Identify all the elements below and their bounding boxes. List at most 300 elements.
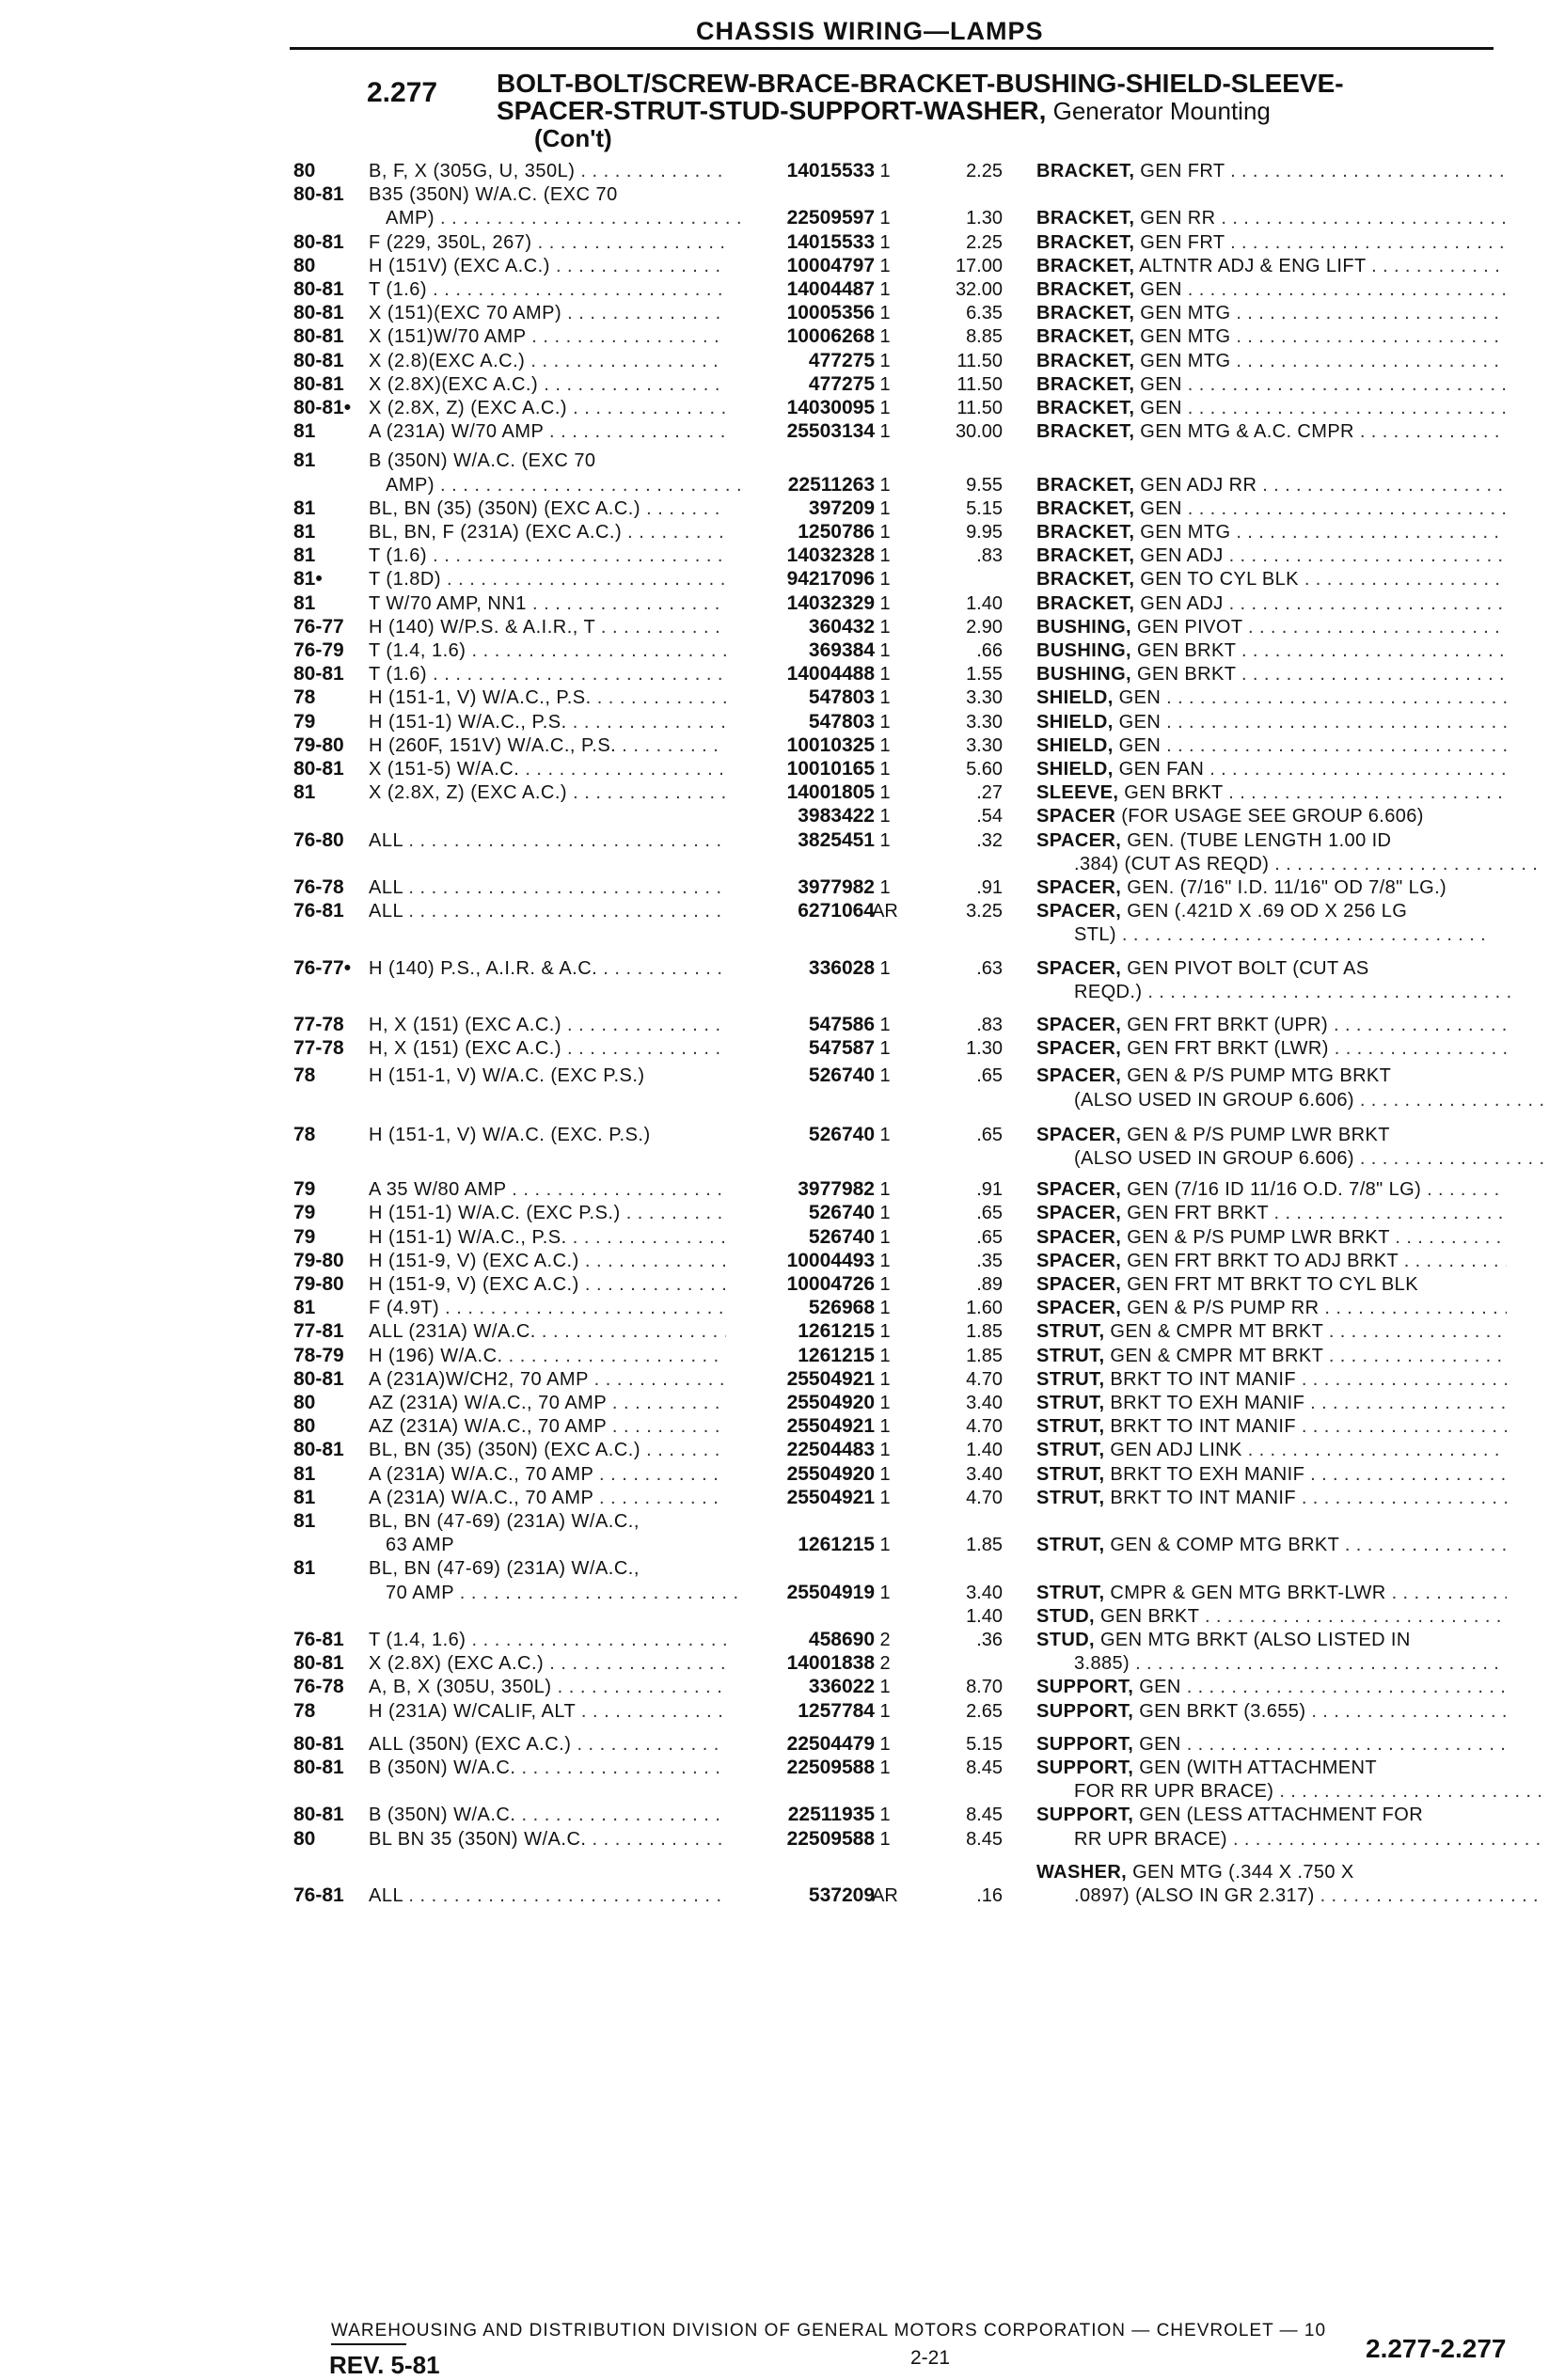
row-quantity: 1 <box>879 592 891 614</box>
row-part-number: 336028 <box>808 956 875 979</box>
row-price: .63 <box>976 957 1003 979</box>
row-item-name: BRACKET, <box>1036 474 1135 496</box>
row-item-name: SPACER, <box>1036 901 1122 922</box>
row-year: 80-81 <box>293 1732 344 1755</box>
row-item-name: STRUT, <box>1036 1582 1105 1603</box>
row-item-name: SHIELD, <box>1036 759 1114 780</box>
row-quantity: 1 <box>879 1582 891 1603</box>
row-item <box>1036 1439 1507 1461</box>
table-row <box>0 981 1565 1006</box>
row-price: .65 <box>976 1124 1003 1145</box>
row-item <box>1074 1652 1544 1675</box>
row-item-detail: GEN BRKT (3.655) <box>1133 1700 1306 1722</box>
row-part-number: 526740 <box>808 1225 875 1248</box>
row-description: H, X (151) (EXC A.C.) . . . <box>369 1037 726 1060</box>
row-item <box>1036 663 1507 686</box>
row-description: ALL (350N) (EXC A.C.) . . . <box>369 1733 726 1756</box>
row-item-name: SUPPORT, <box>1036 1733 1134 1755</box>
row-description: ALL . . . <box>369 1884 726 1907</box>
row-part-number: 547803 <box>808 710 875 733</box>
table-row <box>0 1368 1565 1394</box>
row-part-number: 458690 <box>808 1629 875 1650</box>
row-item <box>1036 1700 1507 1723</box>
table-row <box>0 207 1565 232</box>
row-price: 3.30 <box>966 734 1003 756</box>
row-item-detail: (ALSO USED IN GROUP 6.606) <box>1074 1089 1354 1111</box>
row-item-name: STUD, <box>1036 1630 1095 1650</box>
row-item-name: SPACER, <box>1036 1298 1122 1319</box>
table-row <box>0 1297 1565 1322</box>
row-description: T (1.6) . . . <box>369 544 726 567</box>
row-item <box>1036 876 1507 899</box>
row-part-number: 14015533 <box>786 230 875 253</box>
row-part-number: 526968 <box>808 1297 875 1319</box>
row-year: 80-81 <box>293 1757 344 1778</box>
row-description: H (140) P.S., A.I.R. & A.C. . . . <box>369 957 726 980</box>
row-quantity: 1 <box>879 1203 891 1224</box>
row-item-name: STUD, <box>1036 1605 1095 1627</box>
row-item-detail: GEN MTG (.344 X .750 X <box>1127 1861 1354 1883</box>
row-item <box>1036 639 1507 662</box>
row-part-number: 547803 <box>808 686 875 709</box>
row-item-detail: GEN ADJ <box>1134 592 1224 614</box>
row-item <box>1036 255 1507 277</box>
row-year: 80-81 <box>293 1367 344 1390</box>
row-item-name: BRACKET, <box>1036 255 1135 276</box>
row-year: 79 <box>293 1178 316 1201</box>
row-price: .65 <box>976 1203 1003 1224</box>
row-item-name: SPACER, <box>1036 957 1122 979</box>
row-description: H (231A) W/CALIF, ALT . . . <box>369 1700 726 1723</box>
row-item <box>1036 734 1507 757</box>
table-row <box>0 1629 1565 1654</box>
row-item-name: SPACER, <box>1036 1250 1122 1271</box>
row-item-detail: GEN MTG <box>1134 303 1231 324</box>
row-item-detail: GEN ADJ LINK <box>1104 1440 1242 1461</box>
row-part-number: 14004487 <box>786 278 875 300</box>
table-row <box>0 420 1565 446</box>
row-item-name: BRACKET, <box>1036 231 1135 253</box>
row-item <box>1036 781 1507 804</box>
table-row <box>0 1202 1565 1227</box>
table-row <box>0 397 1565 422</box>
row-part-number: 22504483 <box>786 1439 875 1461</box>
row-price: 11.50 <box>956 373 1003 395</box>
row-item <box>1036 1273 1507 1296</box>
row-item <box>1036 711 1507 733</box>
row-year: 80-81 <box>293 758 344 780</box>
row-description: BL, BN (47-69) (231A) W/A.C., <box>369 1558 640 1580</box>
row-quantity: 1 <box>879 664 891 686</box>
table-row <box>0 1037 1565 1063</box>
table-row <box>0 1780 1565 1805</box>
row-item <box>1036 1463 1507 1486</box>
row-year: 80-81 <box>293 1439 344 1461</box>
row-item-detail: GEN & CMPR MT BRKT <box>1104 1321 1323 1343</box>
row-price: 1.85 <box>966 1321 1003 1343</box>
row-item-detail: BRKT TO INT MANIF <box>1104 1487 1296 1508</box>
section-range: 2.277-2.277 <box>1366 2334 1507 2363</box>
row-item-name: STRUT, <box>1036 1416 1105 1438</box>
table-row <box>0 1320 1565 1346</box>
row-item-detail: GEN FRT BRKT <box>1121 1203 1269 1224</box>
row-year: 81 <box>293 1462 316 1485</box>
row-item <box>1036 616 1507 638</box>
row-part-number: 1261215 <box>798 1320 875 1343</box>
row-item-detail: GEN & CMPR MT BRKT <box>1104 1345 1323 1366</box>
row-year: 80-81 <box>293 183 344 206</box>
row-item-detail: BRKT TO EXH MANIF <box>1104 1393 1305 1413</box>
row-part-number: 526740 <box>808 1123 875 1145</box>
row-part-number: 537209 <box>808 1884 875 1906</box>
row-item-detail: BRKT TO INT MANIF <box>1104 1416 1296 1438</box>
row-item-detail: .384) (CUT AS REQD) <box>1074 853 1270 875</box>
row-price: 4.70 <box>966 1487 1003 1508</box>
row-item <box>1036 1297 1507 1319</box>
row-item <box>1036 1605 1507 1628</box>
row-item-detail: GEN (.421D X .69 OD X 256 LG <box>1121 901 1408 922</box>
row-quantity: 1 <box>879 1440 891 1461</box>
row-year: 78 <box>293 1123 316 1145</box>
row-quantity: 1 <box>879 522 891 543</box>
row-item <box>1036 1676 1507 1698</box>
row-part-number: 22504479 <box>786 1732 875 1755</box>
row-quantity: 1 <box>879 1677 891 1698</box>
table-row <box>0 1124 1565 1149</box>
row-item-name: STRUT, <box>1036 1487 1105 1508</box>
row-quantity: 1 <box>879 616 891 638</box>
row-item-detail: GEN & P/S PUMP LWR BRKT <box>1121 1226 1390 1248</box>
table-row <box>0 1510 1565 1536</box>
row-price: 1.85 <box>966 1345 1003 1366</box>
table-row <box>0 957 1565 983</box>
row-description: X (151)W/70 AMP . . . <box>369 325 726 348</box>
row-item-detail: CMPR & GEN MTG BRKT-LWR <box>1104 1582 1386 1603</box>
row-year: 81 <box>293 544 316 567</box>
row-price: 8.45 <box>966 1757 1003 1778</box>
row-item-detail: BRKT TO EXH MANIF <box>1104 1463 1305 1485</box>
row-price: 5.60 <box>966 759 1003 780</box>
row-item-detail: .0897) (ALSO IN GR 2.317) <box>1074 1885 1315 1906</box>
table-row <box>0 231 1565 257</box>
row-quantity: 1 <box>879 1368 891 1390</box>
row-quantity: 1 <box>879 1805 891 1826</box>
row-item-name: BUSHING, <box>1036 616 1131 638</box>
row-item-detail: GEN & COMP MTG BRKT <box>1104 1535 1339 1556</box>
row-item-detail: GEN. (TUBE LENGTH 1.00 ID <box>1121 829 1392 851</box>
row-item <box>1036 1629 1507 1651</box>
row-item-detail: STL) <box>1074 924 1116 946</box>
row-item-name: SPACER, <box>1036 1015 1122 1035</box>
row-item-name: BRACKET, <box>1036 303 1135 324</box>
row-description: X (151)(EXC 70 AMP) . . . <box>369 302 726 324</box>
row-description: A 35 W/80 AMP . . . <box>369 1178 726 1201</box>
row-quantity: AR <box>872 901 898 922</box>
row-description: BL, BN (35) (350N) (EXC A.C.) . . . <box>369 1439 726 1461</box>
table-row <box>0 829 1565 855</box>
table-row <box>0 805 1565 830</box>
row-quantity: 1 <box>879 1733 891 1755</box>
row-description: H (151-1, V) W/A.C., P.S. . . . <box>369 686 726 709</box>
row-part-number: 14032329 <box>786 591 875 614</box>
row-description: ALL . . . <box>369 900 726 922</box>
row-part-number: 22509597 <box>786 207 875 229</box>
row-part-number: 10006268 <box>786 325 875 348</box>
row-part-number: 25504920 <box>786 1462 875 1485</box>
row-quantity: 2 <box>879 1653 891 1675</box>
row-year: 79-80 <box>293 1249 344 1271</box>
row-item-name: BRACKET, <box>1036 545 1135 567</box>
row-description: AMP) . . . <box>386 207 743 229</box>
section-continued: (Con't) <box>534 124 612 152</box>
row-year: 76-80 <box>293 828 344 851</box>
row-price: 3.40 <box>966 1463 1003 1485</box>
row-description: AMP) . . . <box>386 474 743 496</box>
row-item <box>1036 1582 1507 1604</box>
row-quantity: 1 <box>879 829 891 851</box>
row-price: 9.95 <box>966 522 1003 543</box>
row-part-number: 25504921 <box>786 1486 875 1508</box>
row-item <box>1074 1089 1544 1111</box>
row-description: X (2.8X, Z) (EXC A.C.) . . . <box>369 397 726 419</box>
row-quantity: 1 <box>879 474 891 496</box>
row-description: 70 AMP . . . <box>386 1582 743 1604</box>
row-price: 8.45 <box>966 1805 1003 1826</box>
row-part-number: 22511935 <box>787 1804 875 1826</box>
row-year: 80-81 <box>293 302 344 324</box>
row-item <box>1036 160 1507 182</box>
row-item <box>1036 474 1507 496</box>
row-part-number: 94217096 <box>786 568 875 591</box>
row-part-number: 369384 <box>808 639 875 661</box>
row-year: 81 <box>293 781 316 804</box>
row-item <box>1036 1124 1507 1146</box>
row-quantity: 1 <box>879 1757 891 1778</box>
row-year: 76-79 <box>293 639 344 661</box>
row-item-detail: GEN FRT BRKT TO ADJ BRKT <box>1121 1250 1399 1271</box>
table-row <box>0 1487 1565 1512</box>
table-row <box>0 853 1565 878</box>
row-item-detail: GEN FRT <box>1134 231 1225 253</box>
row-year: 81 <box>293 591 316 614</box>
row-item-name: SUPPORT, <box>1036 1805 1134 1826</box>
table-row <box>0 1014 1565 1039</box>
row-item-name: SPACER <box>1036 806 1116 827</box>
row-item <box>1036 397 1507 419</box>
row-price: 30.00 <box>955 421 1003 443</box>
row-year: 80-81 <box>293 372 344 395</box>
row-quantity: 1 <box>879 1535 891 1556</box>
row-part-number: 547587 <box>808 1037 875 1060</box>
row-item <box>1036 350 1507 372</box>
table-row <box>0 1273 1565 1299</box>
row-item <box>1074 1884 1544 1907</box>
row-part-number: 526740 <box>808 1202 875 1224</box>
row-year: 80-81 <box>293 230 344 253</box>
row-price: 1.85 <box>966 1535 1003 1556</box>
row-quantity: 1 <box>879 326 891 348</box>
table-row <box>0 568 1565 593</box>
row-part-number: 25504921 <box>786 1367 875 1390</box>
row-item-name: STRUT, <box>1036 1535 1105 1556</box>
row-item-detail: REQD.) <box>1074 981 1143 1002</box>
table-row <box>0 1557 1565 1583</box>
row-year: 76-77 <box>293 615 344 638</box>
row-quantity: 1 <box>879 782 891 804</box>
row-year: 81 <box>293 1297 316 1319</box>
row-part-number: 25504921 <box>786 1415 875 1438</box>
table-row <box>0 592 1565 618</box>
row-price: 1.40 <box>966 592 1003 614</box>
row-year: 81 <box>293 521 316 543</box>
row-description: T (1.4, 1.6) . . . <box>369 639 726 662</box>
row-price: .16 <box>976 1885 1003 1906</box>
row-price: 3.40 <box>966 1393 1003 1413</box>
table-row <box>0 1089 1565 1114</box>
row-part-number: 3983422 <box>798 805 875 827</box>
page-number: 2-21 <box>910 2347 951 2369</box>
row-price: 1.55 <box>966 664 1003 686</box>
row-description: B, F, X (305G, U, 350L) . . . <box>369 160 726 182</box>
row-part-number: 477275 <box>808 372 875 395</box>
row-quantity: AR <box>872 1885 898 1906</box>
row-quantity: 1 <box>879 877 891 898</box>
row-item <box>1036 1861 1507 1884</box>
row-quantity: 1 <box>879 1124 891 1145</box>
table-row <box>0 255 1565 280</box>
row-item-name: BUSHING, <box>1036 664 1131 686</box>
row-description: T (1.6) . . . <box>369 663 726 686</box>
row-price: .83 <box>976 1015 1003 1035</box>
table-row <box>0 900 1565 925</box>
row-item <box>1036 207 1507 229</box>
table-row <box>0 639 1565 665</box>
table-row <box>0 183 1565 209</box>
row-description: A (231A)W/CH2, 70 AMP . . . <box>369 1368 726 1391</box>
row-part-number: 10004726 <box>786 1273 875 1295</box>
row-description: H (260F, 151V) W/A.C., P.S. . . . <box>369 734 726 757</box>
section-number: 2.277 <box>367 77 438 108</box>
row-part-number: 3977982 <box>798 876 875 898</box>
row-item <box>1036 373 1507 396</box>
row-item-detail: GEN BRKT <box>1118 782 1224 804</box>
row-quantity: 1 <box>879 1828 891 1850</box>
row-quantity: 1 <box>879 1416 891 1438</box>
row-item <box>1036 1226 1507 1249</box>
row-item-detail: FOR RR UPR BRACE) <box>1074 1781 1274 1803</box>
row-item-name: BRACKET, <box>1036 398 1135 418</box>
row-item-name: SPACER, <box>1036 1274 1122 1295</box>
row-item-detail: BRKT TO INT MANIF <box>1104 1368 1296 1390</box>
row-quantity: 1 <box>879 1015 891 1035</box>
table-row <box>0 876 1565 902</box>
row-price: .65 <box>976 1226 1003 1248</box>
row-year: 81 <box>293 420 316 443</box>
row-price: .27 <box>976 782 1003 804</box>
row-item-name: SPACER, <box>1036 829 1122 851</box>
row-year: 81 <box>293 1557 316 1580</box>
row-year: 81 <box>293 1486 316 1508</box>
row-year: 80 <box>293 1827 316 1850</box>
row-price: .32 <box>976 829 1003 851</box>
row-year: 80 <box>293 1415 316 1438</box>
row-item-name: BUSHING, <box>1036 640 1131 661</box>
table-row <box>0 1392 1565 1417</box>
row-price: 8.45 <box>966 1828 1003 1850</box>
row-quantity: 1 <box>879 569 891 591</box>
row-quantity: 1 <box>879 711 891 733</box>
row-part-number: 22509588 <box>786 1827 875 1850</box>
row-part-number: 336022 <box>808 1676 875 1698</box>
table-row <box>0 302 1565 327</box>
row-price: 32.00 <box>955 279 1003 300</box>
row-year: 80-81 <box>293 325 344 348</box>
row-item <box>1036 544 1507 567</box>
row-item-detail: GEN <box>1134 398 1182 418</box>
table-row <box>0 373 1565 399</box>
row-item-name: SPACER, <box>1036 1124 1122 1145</box>
row-item-name: SLEEVE, <box>1036 782 1119 804</box>
row-quantity: 1 <box>879 1274 891 1295</box>
row-item <box>1036 1014 1507 1036</box>
table-row <box>0 663 1565 688</box>
row-item-detail: GEN FRT BRKT (LWR) <box>1121 1038 1329 1060</box>
row-quantity: 1 <box>879 734 891 756</box>
row-part-number: 477275 <box>808 349 875 371</box>
row-price: .89 <box>976 1274 1003 1295</box>
row-description: H, X (151) (EXC A.C.) . . . <box>369 1014 726 1036</box>
row-year: 81 <box>293 1510 316 1532</box>
row-item-name: STRUT, <box>1036 1463 1105 1485</box>
row-item-detail: GEN (LESS ATTACHMENT FOR <box>1133 1805 1424 1826</box>
row-price: .36 <box>976 1630 1003 1650</box>
row-part-number: 14032328 <box>786 544 875 567</box>
row-year: 79 <box>293 1202 316 1224</box>
row-part-number: 10005356 <box>786 302 875 324</box>
row-price: 2.25 <box>966 161 1003 181</box>
row-price: .54 <box>976 806 1003 827</box>
row-description: A (231A) W/A.C., 70 AMP . . . <box>369 1487 726 1509</box>
row-year: 79 <box>293 710 316 733</box>
row-item <box>1036 1733 1507 1756</box>
section-title-line2-bold: SPACER-STRUT-STUD-SUPPORT-WASHER, <box>497 96 1047 125</box>
table-row <box>0 1439 1565 1464</box>
row-year: 81 <box>293 449 316 472</box>
row-item-detail: GEN FAN <box>1113 759 1205 780</box>
row-item-detail: GEN <box>1133 1677 1181 1698</box>
table-row <box>0 160 1565 185</box>
table-row <box>0 1582 1565 1607</box>
row-item-detail: GEN ADJ RR <box>1134 474 1257 496</box>
table-row <box>0 734 1565 760</box>
row-year: 80-81 <box>293 1652 344 1675</box>
row-quantity: 1 <box>879 1321 891 1343</box>
row-item-detail: GEN MTG BRKT (ALSO LISTED IN <box>1095 1630 1411 1650</box>
table-row <box>0 350 1565 375</box>
row-year: 76-77• <box>293 956 352 979</box>
row-item <box>1036 1392 1507 1414</box>
row-item-detail: GEN <box>1134 279 1182 300</box>
row-quantity: 1 <box>879 497 891 519</box>
row-year: 76-81 <box>293 1629 344 1650</box>
row-description: ALL . . . <box>369 829 726 852</box>
row-price: 9.55 <box>966 474 1003 496</box>
row-part-number: 10004797 <box>786 254 875 276</box>
row-quantity: 1 <box>879 957 891 979</box>
row-part-number: 10004493 <box>786 1249 875 1271</box>
row-description: ALL . . . <box>369 876 726 899</box>
row-price: 1.40 <box>966 1605 1003 1627</box>
